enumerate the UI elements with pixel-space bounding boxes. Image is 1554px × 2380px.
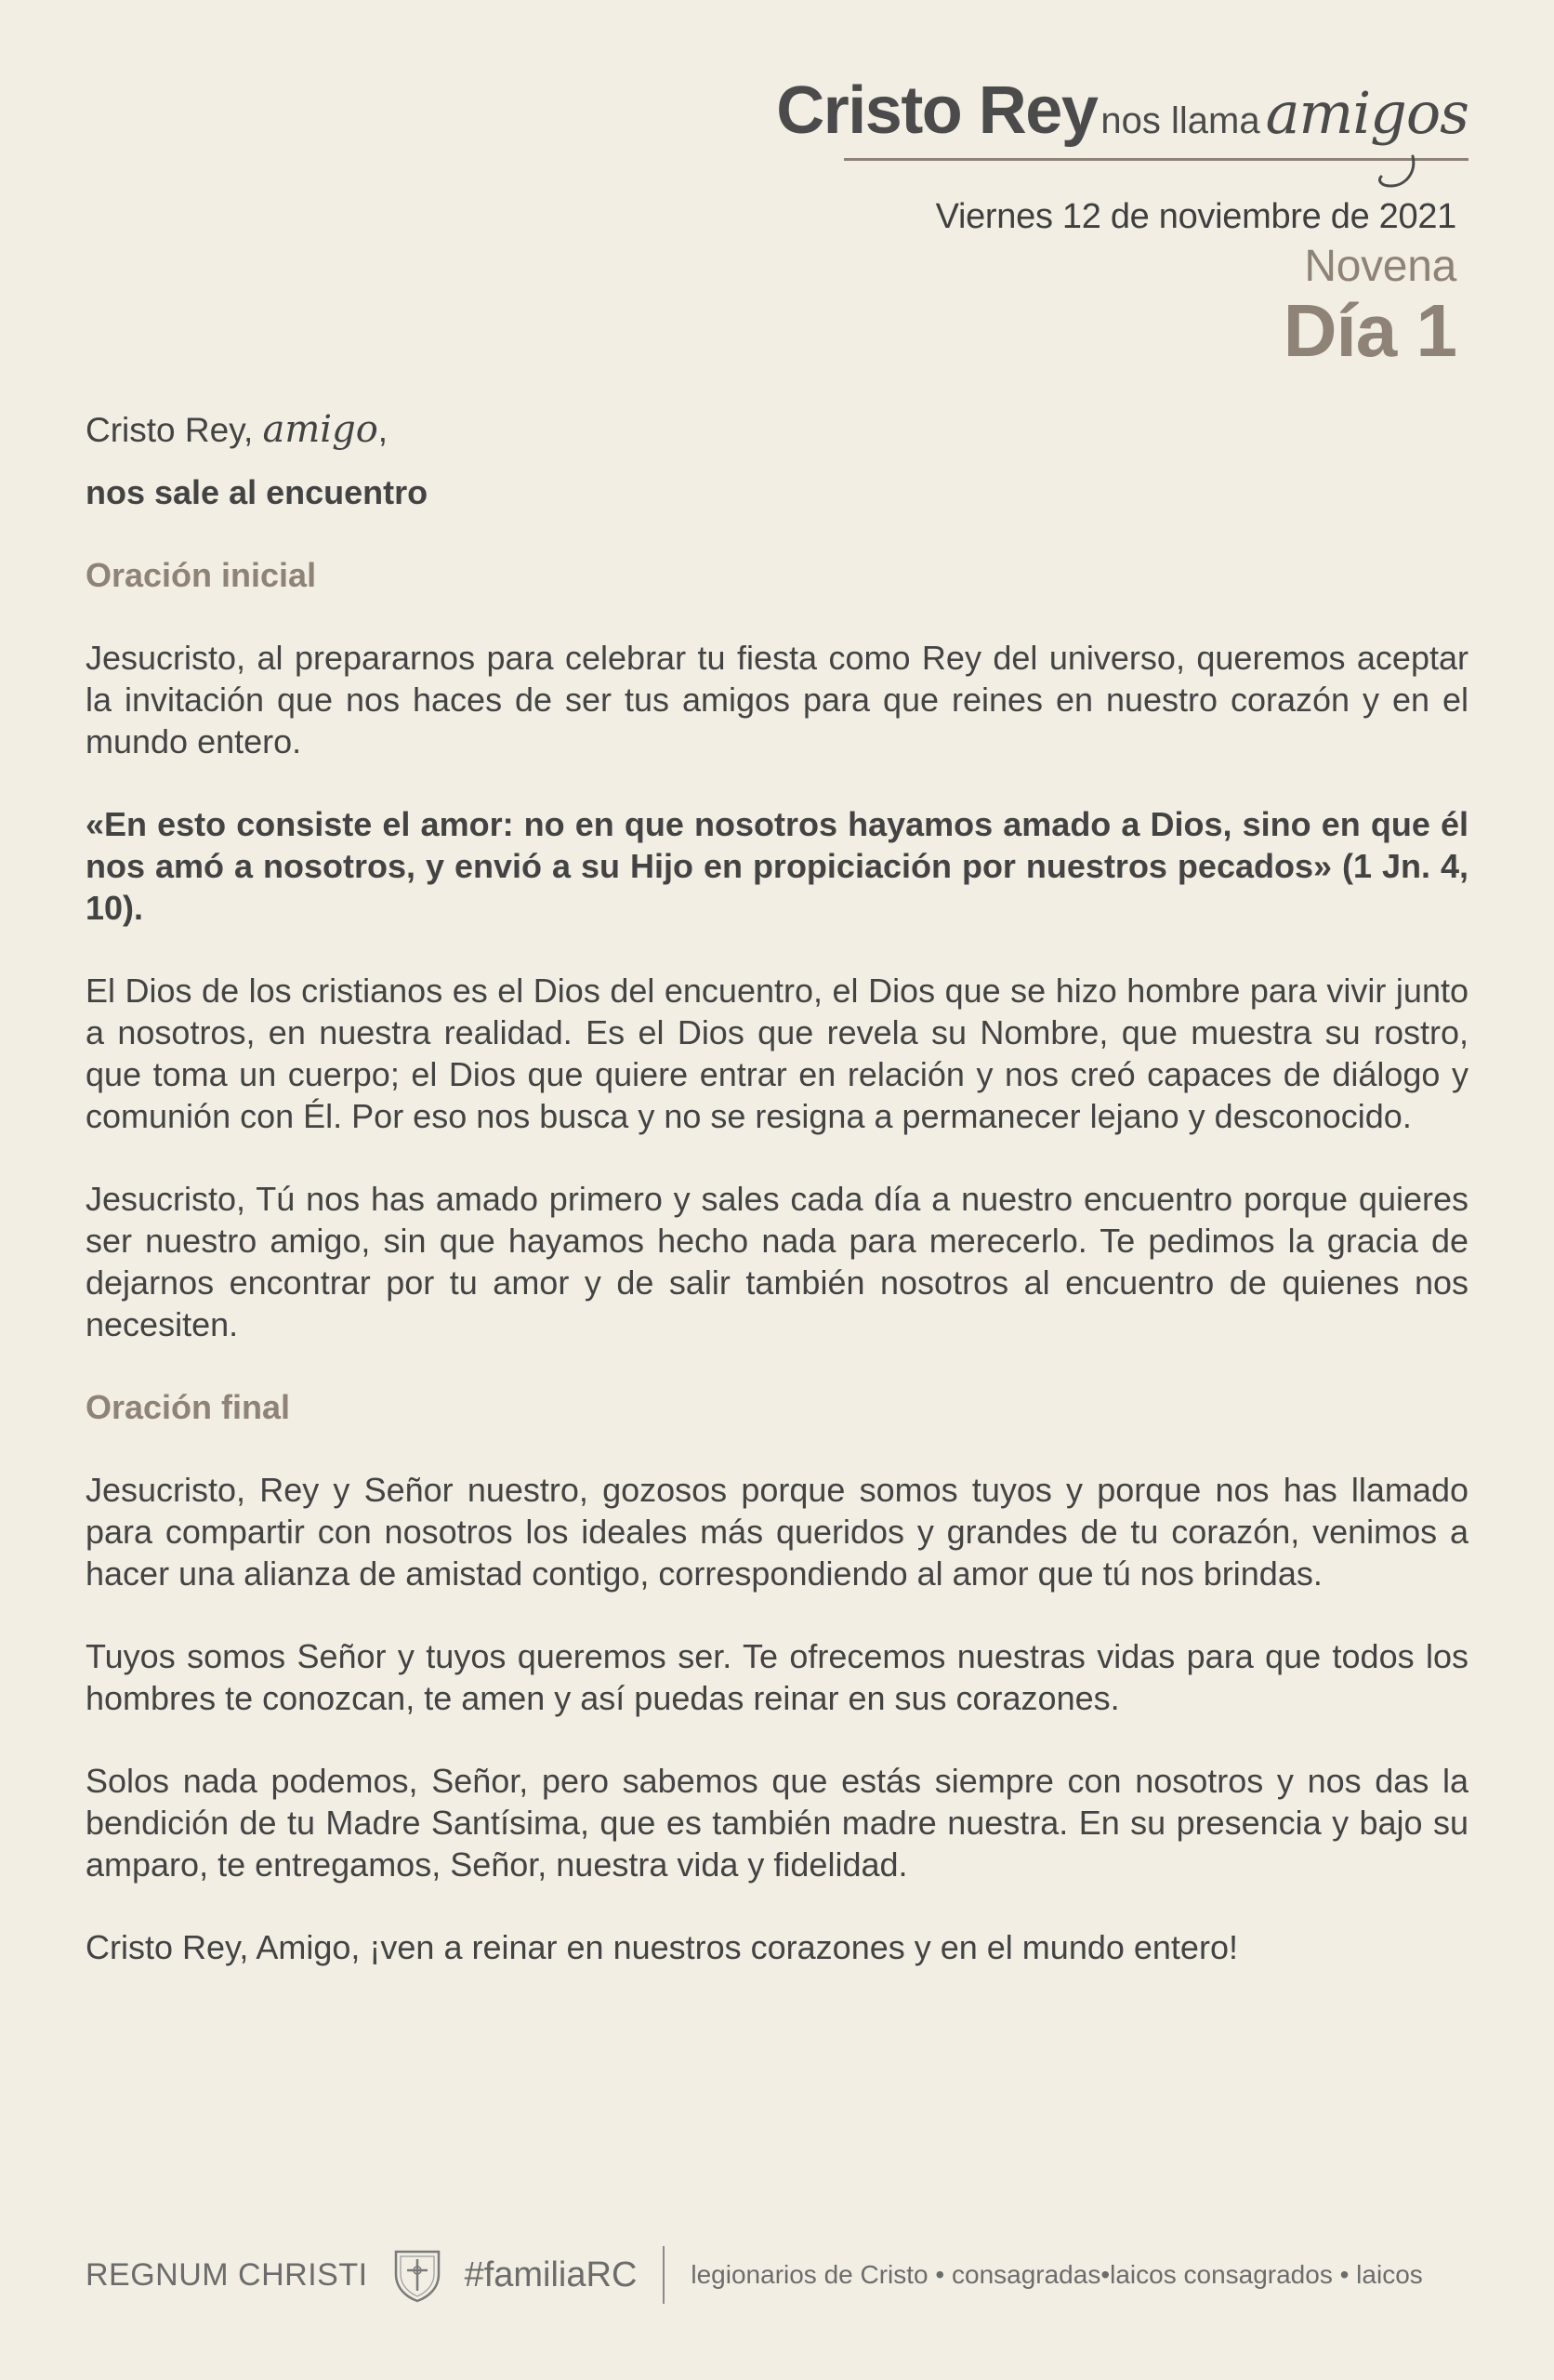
page-subtitle: nos sale al encuentro bbox=[86, 473, 428, 511]
intro-line-script: amigo bbox=[262, 408, 378, 451]
closing-paragraph-1: Jesucristo, Rey y Señor nuestro, gozosos porque somos tuyos y porque nos has llamado para compartir con nosotros los ideales más queridos y grandes de tu corazón, venimos a hacer una alianza de amistad contigo, correspondiendo al amor que tú nos brindas. bbox=[86, 1471, 1468, 1593]
footer-divider bbox=[663, 2246, 665, 2304]
closing-paragraph-2: Tuyos somos Señor y tuyos queremos ser. Te ofrecemos nuestras vidas para que todos los hombres te conozcan, te amen y así puedas reinar en sus corazones. bbox=[86, 1637, 1468, 1717]
masthead-title-script: amigos bbox=[1265, 79, 1468, 147]
footer-hashtag: #familiaRC bbox=[464, 2254, 638, 2294]
script-swash-decoration bbox=[1368, 154, 1424, 192]
closing-prayer-heading: Oración final bbox=[86, 1388, 291, 1426]
footer-tags: legionarios de Cristo • consagradas•laicos consagrados • laicos bbox=[691, 2260, 1423, 2289]
opening-prayer-heading: Oración inicial bbox=[86, 556, 317, 594]
intro-line-end: , bbox=[377, 411, 388, 449]
masthead-title-light: nos llama bbox=[1100, 100, 1260, 141]
day-label: Día 1 bbox=[1283, 289, 1456, 372]
closing-paragraph-3: Solos nada podemos, Señor, pero sabemos que estás siempre con nosotros y nos das la bendición de tu Madre Santísima, que es también madre nuestra. En su presencia y bajo su amparo, te entregamos, Señor, nuestra vida y fidelidad. bbox=[86, 1762, 1468, 1884]
regnum-christi-crest-icon bbox=[390, 2246, 444, 2304]
footer-brand: REGNUM CHRISTI bbox=[86, 2256, 368, 2293]
masthead bbox=[776, 73, 1468, 165]
masthead-title bbox=[776, 73, 1468, 149]
opening-prayer-text: Jesucristo, al prepararnos para celebrar tu fiesta como Rey del universo, queremos aceptar la invitación que nos haces de ser tus amigos para que reines en nuestro corazón y en el mundo entero. bbox=[86, 639, 1468, 760]
date-line: Viernes 12 de noviembre de 2021 bbox=[935, 197, 1456, 236]
prayer-content bbox=[86, 409, 1468, 1968]
reflection-paragraph-1: El Dios de los cristianos es el Dios del encuentro, el Dios que se hizo hombre para vivir junto a nosotros, en nuestra realidad. Es el Dios que revela su Nombre, que muestra su rostro, que toma un cuerpo; el Dios que quiere entrar en relación y nos creó capaces de diálogo y comunión con Él. Por eso nos busca y no se resigna a permanecer lejano y desconocido. bbox=[86, 972, 1468, 1135]
intro-line-start: Cristo Rey, bbox=[86, 411, 263, 449]
intro-line bbox=[86, 409, 1468, 451]
closing-paragraph-4: Cristo Rey, Amigo, ¡ven a reinar en nuestros corazones y en el mundo entero! bbox=[86, 1928, 1238, 1966]
series-label: Novena bbox=[1304, 242, 1456, 291]
reflection-paragraph-2: Jesucristo, Tú nos has amado primero y sales cada día a nuestro encuentro porque quieres ser nuestro amigo, sin que hayamos hecho nada para merecerlo. Te pedimos la gracia de dejarnos encontrar por tu amor y de salir también nosotros al encuentro de quienes nos necesiten. bbox=[86, 1180, 1468, 1343]
date-block bbox=[936, 197, 1456, 374]
masthead-title-bold: Cristo Rey bbox=[776, 73, 1098, 148]
footer bbox=[86, 2242, 1468, 2307]
scripture-quote: «En esto consiste el amor: no en que nosotros hayamos amado a Dios, sino en que él nos amó a nosotros, y envió a su Hijo en propiciación por nuestros pecados» (1 Jn. 4, 10). bbox=[86, 805, 1468, 927]
